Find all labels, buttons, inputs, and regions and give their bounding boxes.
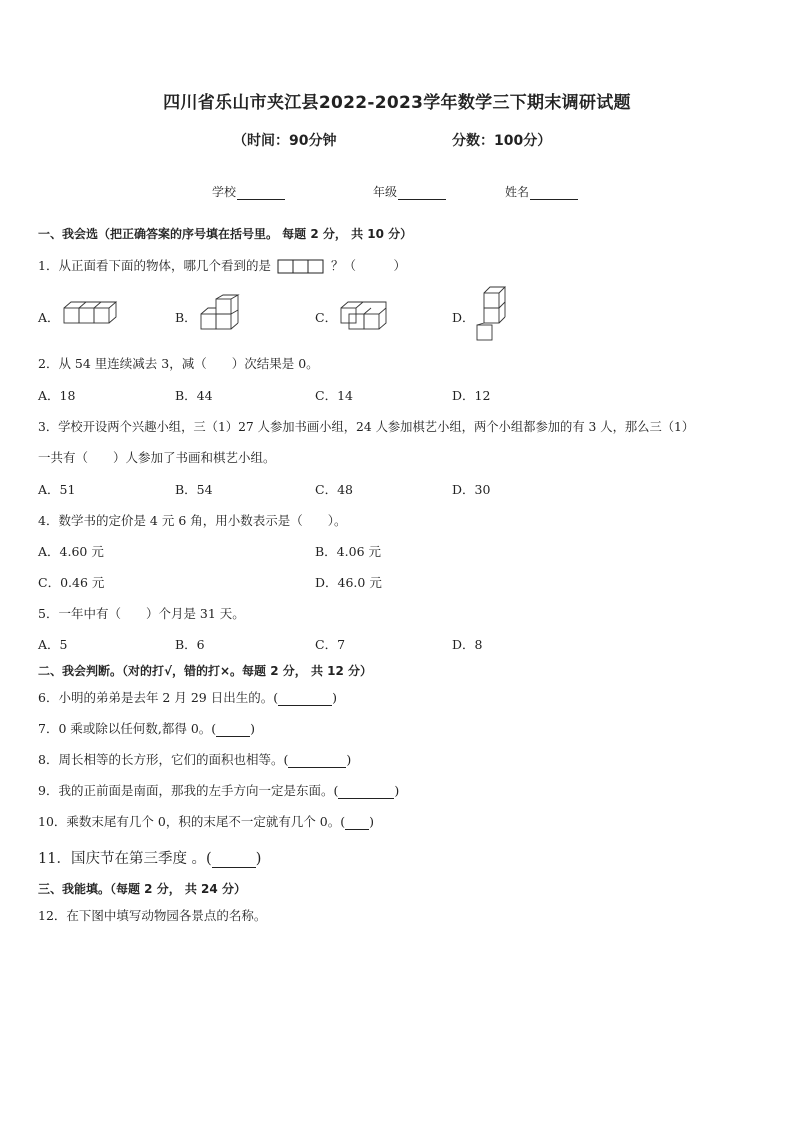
cube-figure-c xyxy=(339,298,389,332)
q8-answer-blank[interactable] xyxy=(288,754,346,768)
q3-option-b: B．54 xyxy=(175,482,213,497)
question-11 xyxy=(38,847,261,868)
q1-option-b: B． xyxy=(175,310,197,325)
q3-option-a: A．51 xyxy=(38,482,76,497)
question-10 xyxy=(38,812,374,830)
name-label: 姓名 xyxy=(505,185,530,199)
question-3-line-2: 一共有（ ）人参加了书画和棋艺小组。 xyxy=(38,450,276,465)
question-8 xyxy=(38,750,351,768)
q2-option-d: D．12 xyxy=(452,388,491,403)
question-7 xyxy=(38,719,255,737)
q4-option-b: B．4.06 元 xyxy=(315,544,381,559)
question-9 xyxy=(38,781,399,799)
time-label: （时间：90分钟 xyxy=(233,133,337,149)
grade-label: 年级 xyxy=(373,185,398,199)
school-label: 学校 xyxy=(212,185,237,199)
question-8-close: ) xyxy=(346,752,352,767)
name-field xyxy=(505,183,578,200)
question-11-text: 11．国庆节在第三季度 。( xyxy=(38,851,212,867)
question-9-close: ) xyxy=(394,783,400,798)
q2-option-c: C．14 xyxy=(315,388,353,403)
q1-option-d: D． xyxy=(452,310,475,325)
cube-figure-d xyxy=(474,285,508,345)
question-6-text: 6．小明的弟弟是去年 2 月 29 日出生的。( xyxy=(38,690,279,705)
q1-option-c: C． xyxy=(315,310,338,325)
question-11-close: ) xyxy=(255,851,262,867)
grade-field xyxy=(373,183,446,200)
question-6-close: ) xyxy=(332,690,337,705)
q2-option-a: A．18 xyxy=(38,388,76,403)
question-10-close: ) xyxy=(369,814,375,829)
question-3-line-1: 3．学校开设两个兴趣小组，三（1）27 人参加书画小组，24 人参加棋艺小组，两个小组都参加的有 3 人，那么三（1） xyxy=(38,420,695,434)
q11-answer-blank[interactable] xyxy=(212,853,256,868)
section-1-heading: 一、我会选（把正确答案的序号填在括号里。 每题 2 分， 共 10 分） xyxy=(38,227,413,241)
question-7-text: 7．0 乘或除以任何数,都得 0。( xyxy=(38,721,217,736)
question-1-text: 1．从正面看下面的物体，哪几个看到的是 xyxy=(38,258,271,273)
page-title: 四川省乐山市夹江县2022-2023学年数学三下期末调研试题 xyxy=(163,93,631,113)
q3-option-c: C．48 xyxy=(315,482,353,497)
q3-option-d: D．30 xyxy=(452,482,491,497)
q4-option-c: C．0.46 元 xyxy=(38,575,105,590)
q5-option-c: C．7 xyxy=(315,637,346,652)
q9-answer-blank[interactable] xyxy=(338,785,394,799)
question-12: 12．在下图中填写动物园各景点的名称。 xyxy=(38,908,267,923)
name-blank xyxy=(530,187,578,200)
question-1 xyxy=(38,256,406,274)
grade-blank xyxy=(398,187,446,200)
three-squares-figure xyxy=(277,259,325,274)
question-2: 2．从 54 里连续减去 3，减（ ）次结果是 0。 xyxy=(38,356,319,371)
q6-answer-blank[interactable] xyxy=(278,692,332,706)
q5-option-b: B．6 xyxy=(175,637,205,652)
section-2-heading: 二、我会判断。（对的打√，错的打×。每题 2 分， 共 12 分） xyxy=(38,664,372,678)
q4-option-a: A．4.60 元 xyxy=(38,544,104,559)
cube-figure-a xyxy=(62,298,120,330)
q7-answer-blank[interactable] xyxy=(216,723,250,737)
question-1-answer-paren: ？（ ） xyxy=(330,258,406,273)
school-field xyxy=(212,183,285,200)
q4-option-d: D．46.0 元 xyxy=(315,575,382,590)
score-label: 分数：100分） xyxy=(452,133,552,149)
q1-option-a: A． xyxy=(38,310,60,325)
q5-option-a: A．5 xyxy=(38,637,68,652)
question-4: 4．数学书的定价是 4 元 6 角，用小数表示是（ ）。 xyxy=(38,513,347,528)
question-6 xyxy=(38,688,337,706)
question-7-close: ) xyxy=(250,721,256,736)
q10-answer-blank[interactable] xyxy=(345,816,369,830)
question-8-text: 8．周长相等的长方形，它们的面积也相等。( xyxy=(38,752,289,767)
question-9-text: 9．我的正前面是南面，那我的左手方向一定是东面。( xyxy=(38,783,339,798)
question-10-text: 10．乘数末尾有几个 0，积的末尾不一定就有几个 0。( xyxy=(38,814,346,829)
question-5: 5．一年中有（ ）个月是 31 天。 xyxy=(38,606,245,621)
section-3-heading: 三、我能填。（每题 2 分， 共 24 分） xyxy=(38,882,246,896)
q5-option-d: D．8 xyxy=(452,637,483,652)
school-blank xyxy=(237,187,285,200)
cube-figure-b xyxy=(199,294,253,332)
q2-option-b: B．44 xyxy=(175,388,213,403)
